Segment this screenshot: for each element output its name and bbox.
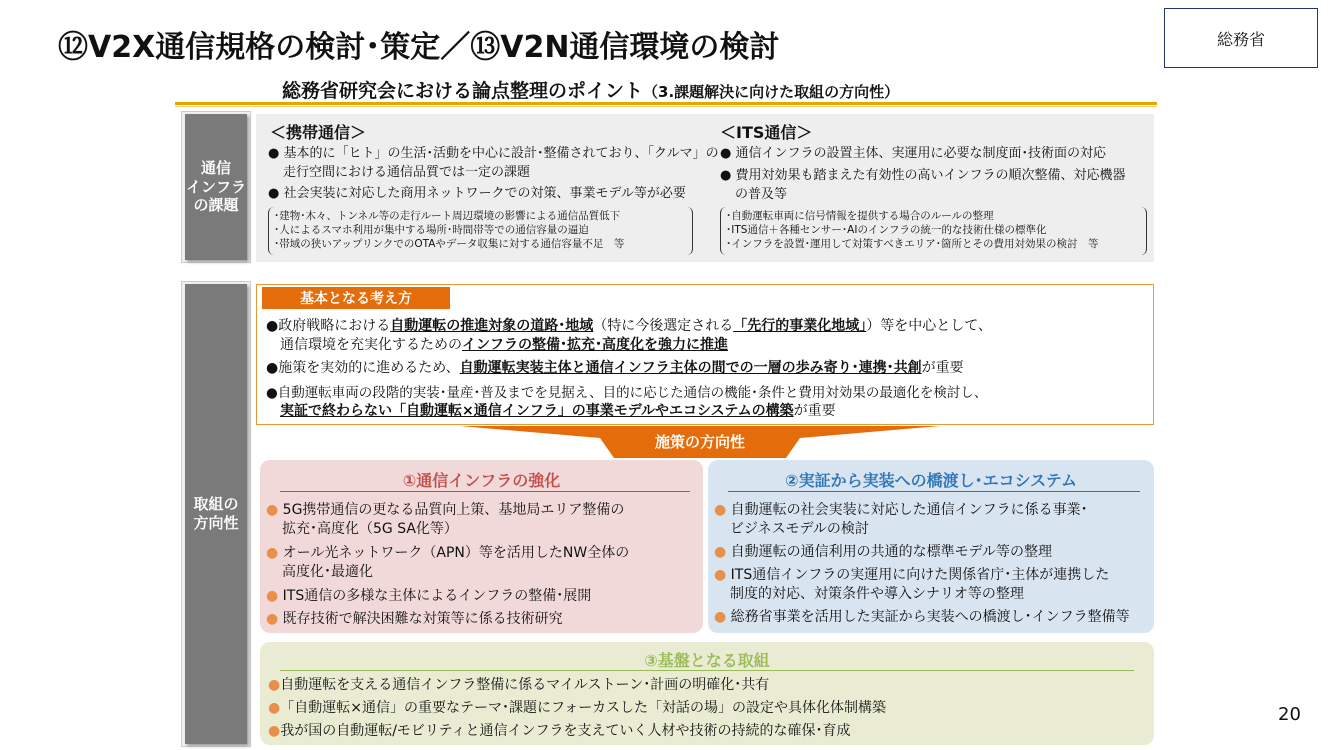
list-item-text: 「自動運転×通信」の重要なテーマ･課題にフォーカスした「対話の場」の設定や具体化体制構築: [280, 700, 886, 716]
bullet-dot-icon: ●: [268, 677, 281, 693]
bullet-dot-icon: ●: [268, 723, 281, 739]
list-item-text: 自動運転の社会実装に対応した通信インフラに係る事業･: [730, 502, 1088, 518]
principles-tag: 基本となる考え方: [262, 287, 450, 309]
mobile-bullet-text: 社会実装に対応した商用ネットワークでの対策、事業モデル等が必要: [283, 186, 686, 201]
its-detail: ･ITS通信＋各種センサー･AIのインフラの統一的な技術仕様の標準化: [726, 224, 1047, 236]
list-item-text: 自動運転を支える通信インフラ整備に係るマイルストーン･計画の明確化･共有: [280, 677, 770, 693]
list-item-cont: 制度的対応、対策条件や導入シナリオ等の整理: [730, 586, 1024, 602]
page-title: ⑫V2X通信規格の検討･策定／⑬V2N通信環境の検討: [58, 30, 780, 65]
mobile-detail: ･人によるスマホ利用が集中する場所･時間帯等での通信容量の逼迫: [274, 224, 589, 236]
principle-text: が重要: [921, 360, 964, 376]
subtitle: [282, 76, 899, 103]
principle-text: ●施策を実効的に進めるため、: [266, 360, 460, 376]
mobile-bullet: ● 基本的に「ヒト」の生活･活動を中心に設計･整備されており、「クルマ」の: [268, 146, 719, 161]
infrastructure-box-title: ①通信インフラの強化: [402, 471, 561, 490]
bullet-dot-icon: ●: [266, 502, 279, 518]
list-item: [266, 609, 563, 629]
list-item: [268, 698, 886, 718]
issues-label-line: インフラ: [185, 177, 246, 196]
list-item-cont: 高度化･最適化: [282, 564, 373, 580]
list-item-text: 我が国の自動運転/モビリティと通信インフラを支えていく人材や技術の持続的な確保･育成: [280, 723, 851, 739]
ecosystem-box: [708, 460, 1154, 633]
foundation-box: [260, 642, 1154, 745]
subtitle-rule-light: [175, 106, 1157, 107]
page-number: 20: [1278, 704, 1301, 725]
its-bullet-cont: の普及等: [735, 187, 788, 202]
infrastructure-box: [260, 460, 703, 633]
ecosystem-box-rule: [728, 491, 1140, 492]
list-item-cont: ビジネスモデルの検討: [730, 521, 869, 537]
list-item-text: 総務省事業を活用した実証から実装への橋渡し･インフラ整備等: [730, 609, 1130, 625]
list-item-text: ITS通信インフラの実運用に向けた関係省庁･主体が連携した: [730, 567, 1110, 583]
list-item: [266, 586, 591, 606]
list-item-text: ITS通信の多様な主体によるインフラの整備･展開: [282, 588, 592, 604]
principle-emphasis: 実証で終わらない「自動運転×通信インフラ」の事業モデルやエコシステムの構築: [280, 403, 794, 419]
direction-label-line: 取組の: [193, 495, 239, 514]
list-item: [266, 500, 624, 520]
principle-line: [266, 358, 964, 378]
its-detail: ･インフラを設置･運用して対策すべきエリア･箇所とその費用対効果の検討 等: [726, 238, 1099, 250]
principle-line: [266, 316, 992, 336]
principle-emphasis: 自動運転実装主体と通信インフラ主体の間での一層の歩み寄り･連携･共創: [459, 360, 922, 376]
foundation-box-rule: [280, 670, 1134, 671]
its-bullet: ● 費用対効果も踏まえた有効性の高いインフラの順次整備、対応機器: [720, 168, 1126, 183]
principle-line: ●自動運転車両の段階的実装･量産･普及までを見据え、目的に応じた通信の機能･条件と費用対効果の最適化を検討し、: [266, 385, 988, 401]
bullet-dot-icon: ●: [714, 544, 727, 560]
direction-label-line: 方向性: [193, 514, 239, 532]
principle-text: ）等を中心として、: [866, 318, 992, 334]
direction-label: [185, 284, 247, 744]
principle-line: [280, 335, 728, 355]
issues-label-line: 通信: [200, 158, 231, 177]
list-item: [714, 542, 1052, 562]
issues-box: [256, 114, 1154, 262]
principle-text: ●政府戦略における: [266, 318, 391, 334]
bullet-dot-icon: ●: [714, 502, 727, 518]
its-bullet-text: 通信インフラの設置主体、実運用に必要な制度面･技術面の対応: [735, 146, 1106, 161]
list-item: [714, 607, 1130, 627]
ministry-badge: 総務省: [1164, 8, 1318, 68]
principle-line: [280, 401, 836, 421]
bullet-dot-icon: ●: [266, 611, 279, 627]
foundation-box-title: ③基盤となる取組: [644, 651, 770, 670]
infrastructure-box-rule: [280, 491, 690, 492]
principle-emphasis: 「先行的事業化地域」: [733, 318, 867, 334]
list-item: [714, 500, 1088, 520]
principle-text: 通信環境を充実化するための: [280, 337, 462, 353]
ecosystem-box-title: ②実証から実装への橋渡し･エコシステム: [785, 471, 1077, 490]
list-item: [268, 721, 851, 741]
issues-label-line: の課題: [193, 196, 239, 215]
list-item: [266, 543, 629, 563]
principle-emphasis: 自動運転の推進対象の道路･地域: [390, 318, 594, 334]
subtitle-main: 総務省研究会における論点整理のポイント: [282, 80, 644, 102]
subtitle-sub: （3.課題解決に向けた取組の方向性）: [643, 83, 900, 101]
bullet-dot-icon: ●: [266, 545, 279, 561]
bullet-dot-icon: ●: [268, 700, 281, 716]
principle-text: （特に今後選定される: [593, 318, 734, 334]
principle-text: が重要: [793, 403, 836, 419]
mobile-detail: ･建物･木々、トンネル等の走行ルート周辺環境の影響による通信品質低下: [274, 210, 621, 222]
bullet-dot-icon: ●: [266, 588, 279, 604]
list-item-text: 既存技術で解決困難な対策等に係る技術研究: [282, 611, 563, 627]
list-item-cont: 拡充･高度化（5G SA化等）: [282, 521, 458, 537]
principle-emphasis: インフラの整備･拡充･高度化を強力に推進: [462, 337, 728, 353]
its-heading: ＜ITS通信＞: [720, 123, 813, 142]
list-item-text: 5G携帯通信の更なる品質向上策、基地局エリア整備の: [282, 502, 625, 518]
mobile-bullet: ● 社会実装に対応した商用ネットワークでの対策、事業モデル等が必要: [268, 186, 686, 201]
subtitle-rule: [175, 102, 1157, 105]
mobile-detail: ･帯域の狭いアップリンクでのOTAやデータ収集に対する通信容量不足 等: [274, 238, 625, 250]
bullet-dot-icon: ●: [714, 609, 727, 625]
issues-label: [185, 114, 247, 260]
policy-direction-label: 施策の方向性: [654, 433, 745, 451]
its-detail: ･自動運転車両に信号情報を提供する場合のルールの整理: [726, 210, 994, 222]
list-item: [268, 675, 769, 695]
its-bullet-text: 費用対効果も踏まえた有効性の高いインフラの順次整備、対応機器: [735, 168, 1126, 183]
its-bullet: ● 通信インフラの設置主体、実運用に必要な制度面･技術面の対応: [720, 146, 1106, 161]
bullet-dot-icon: ●: [714, 567, 727, 583]
mobile-heading: ＜携帯通信＞: [270, 123, 367, 142]
list-item-text: オール光ネットワーク（APN）等を活用したNW全体の: [282, 545, 630, 561]
list-item: [714, 565, 1109, 585]
mobile-bullet-text: 基本的に「ヒト」の生活･活動を中心に設計･整備されており、「クルマ」の: [283, 146, 719, 161]
list-item-text: 自動運転の通信利用の共通的な標準モデル等の整理: [730, 544, 1052, 560]
mobile-bullet-cont: 走行空間における通信品質では一定の課題: [283, 165, 531, 180]
